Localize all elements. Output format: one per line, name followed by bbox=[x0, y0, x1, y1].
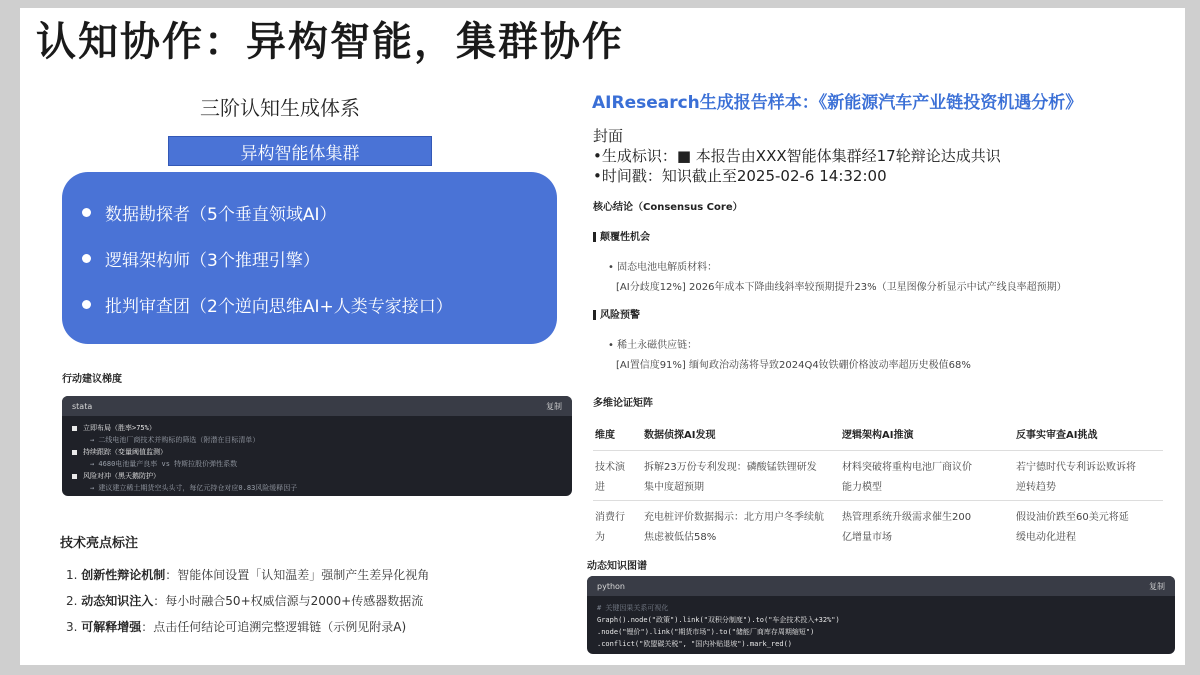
tech-item-text: ：每小时融合50+权威信源与2000+传感器数据流 bbox=[153, 594, 424, 608]
tech-highlights-title: 技术亮点标注 bbox=[60, 536, 139, 551]
tech-item bbox=[66, 618, 406, 635]
slide-title: 认知协作：异构智能，集群协作 bbox=[36, 19, 624, 65]
bullet-icon bbox=[82, 254, 91, 263]
code-line-text: → 二线电池厂商技术并购标的筛选（附潜在目标清单） bbox=[90, 436, 260, 444]
code-lang: stata bbox=[72, 401, 93, 411]
cluster-item bbox=[82, 292, 453, 317]
code-line: # 关键因果关系可视化 bbox=[597, 604, 669, 612]
cluster-box bbox=[62, 172, 557, 344]
tech-item-number: 3. bbox=[66, 620, 78, 634]
cluster-item-label: 逻辑架构师（3个推理引擎） bbox=[105, 251, 320, 271]
cluster-item bbox=[82, 246, 320, 271]
code-block-stata bbox=[62, 396, 572, 496]
cluster-item-label: 批判审查团（2个逆向思维AI+人类专家接口） bbox=[105, 297, 453, 317]
code-body bbox=[62, 416, 572, 496]
code-line bbox=[72, 470, 562, 482]
code-line: Graph().node("政策").link("双积分制度").to("车企技术投入+32%") bbox=[597, 616, 840, 624]
table-cell: 假设油价跌至60美元将延缓电动化进程 bbox=[1016, 512, 1129, 543]
cluster-item bbox=[82, 200, 336, 225]
tech-item-bold: 动态知识注入 bbox=[81, 594, 154, 608]
cluster-item-label: 数据勘探者（5个垂直领域AI） bbox=[105, 205, 337, 225]
table-header: 数据侦探AI发现 bbox=[644, 430, 716, 441]
copy-button[interactable]: 复制 bbox=[546, 401, 562, 411]
code-line: .conflict("欧盟碳关税", "国内补贴退坡").mark_red() bbox=[597, 640, 793, 648]
code-line bbox=[72, 458, 562, 470]
tech-item-number: 1. bbox=[66, 568, 78, 582]
risk-detail: [AI置信度91%] 缅甸政治动荡将导致2024Q4钕铁硼价格波动率超历史极值68% bbox=[616, 360, 971, 371]
tech-item-text: ：点击任何结论可追溯完整逻辑链（示例见附录A) bbox=[141, 620, 407, 634]
square-bullet-icon bbox=[72, 474, 77, 479]
tech-item-bold: 可解释增强 bbox=[81, 620, 142, 634]
square-bullet-icon bbox=[72, 426, 77, 431]
tech-item bbox=[66, 592, 423, 609]
matrix-label: 多维论证矩阵 bbox=[593, 398, 653, 409]
risk-label: 风险预警 bbox=[600, 310, 640, 321]
slide bbox=[20, 8, 1185, 665]
square-bullet-icon bbox=[72, 450, 77, 455]
code-line-text: 持续跟踪（变量阈值监测） bbox=[83, 448, 167, 456]
table-header: 反事实审查AI挑战 bbox=[1016, 430, 1098, 441]
code-line bbox=[72, 422, 562, 434]
table-cell: 技术演进 bbox=[595, 462, 625, 493]
disrupt-label: 颠覆性机会 bbox=[600, 232, 650, 243]
risk-label-wrap bbox=[593, 306, 640, 321]
table-cell: 若宁德时代专利诉讼败诉将逆转趋势 bbox=[1016, 462, 1136, 493]
table-cell: 消费行为 bbox=[595, 512, 625, 543]
code-lang: python bbox=[597, 581, 625, 591]
table-header: 维度 bbox=[595, 430, 615, 441]
table-cell: 拆解23万份专利发现：磷酸锰铁锂研发集中度超预期 bbox=[644, 462, 817, 493]
code-line: .node("锂价").link("期货市场").to("储能厂商库存周期缩短") bbox=[597, 628, 815, 636]
copy-button[interactable]: 复制 bbox=[1149, 581, 1165, 591]
tech-item bbox=[66, 566, 429, 583]
core-conclusion-label: 核心结论（Consensus Core） bbox=[593, 202, 743, 213]
code-header bbox=[587, 576, 1175, 596]
code-body bbox=[587, 596, 1175, 654]
table-divider bbox=[593, 450, 1163, 451]
disrupt-label-wrap bbox=[593, 228, 650, 243]
table-header: 逻辑架构AI推演 bbox=[842, 430, 914, 441]
code-line-text: → 建议建立稀土期货空头头寸，每亿元持仓对应0.83风险缓释因子 bbox=[90, 484, 298, 492]
disrupt-item: • 固态电池电解质材料： bbox=[608, 262, 718, 273]
section-mark-icon bbox=[593, 310, 596, 320]
cover-line: •生成标识：■ 本报告由XXX智能体集群经17轮辩论达成共识 bbox=[593, 147, 1001, 165]
table-cell: 充电桩评价数据揭示：北方用户冬季续航焦虑被低估58% bbox=[644, 512, 824, 543]
table-cell: 热管理系统升级需求催生200亿增量市场 bbox=[842, 512, 972, 543]
report-title: AIResearch生成报告样本：《新能源汽车产业链投资机遇分析》 bbox=[592, 93, 1083, 113]
code-line bbox=[72, 434, 562, 446]
cover-line: •时间戳：知识截止至2025-02-6 14:32:00 bbox=[593, 167, 887, 185]
bullet-icon bbox=[82, 208, 91, 217]
knowledge-graph-label: 动态知识图谱 bbox=[587, 561, 647, 572]
tech-item-bold: 创新性辩论机制 bbox=[81, 568, 166, 582]
left-subtitle: 三阶认知生成体系 bbox=[200, 96, 360, 120]
code-line-text: → 4680电池量产良率 vs 特斯拉股价弹性系数 bbox=[90, 460, 238, 468]
tech-item-text: ：智能体间设置「认知温差」强制产生差异化视角 bbox=[165, 568, 430, 582]
table-divider bbox=[593, 500, 1163, 501]
code-header bbox=[62, 396, 572, 416]
cover-label: 封面 bbox=[593, 127, 624, 145]
code-line bbox=[72, 446, 562, 458]
table-cell: 材料突破将重构电池厂商议价能力模型 bbox=[842, 462, 972, 493]
section-mark-icon bbox=[593, 232, 596, 242]
cluster-title-bar: 异构智能体集群 bbox=[168, 136, 432, 166]
bullet-icon bbox=[82, 300, 91, 309]
code-line-text: 立即布局（胜率>75%） bbox=[83, 424, 156, 432]
tech-item-number: 2. bbox=[66, 594, 78, 608]
action-heading: 行动建议梯度 bbox=[62, 374, 122, 385]
risk-item: • 稀土永磁供应链： bbox=[608, 340, 698, 351]
cover-section bbox=[593, 126, 1001, 186]
code-line-text: 风险对冲（黑天鹅防护） bbox=[83, 472, 160, 480]
code-line bbox=[72, 482, 562, 494]
code-block-python bbox=[587, 576, 1175, 654]
disrupt-detail: [AI分歧度12%] 2026年成本下降曲线斜率较预期提升23%（卫星图像分析显示中试产线良率超预期） bbox=[616, 282, 1067, 293]
